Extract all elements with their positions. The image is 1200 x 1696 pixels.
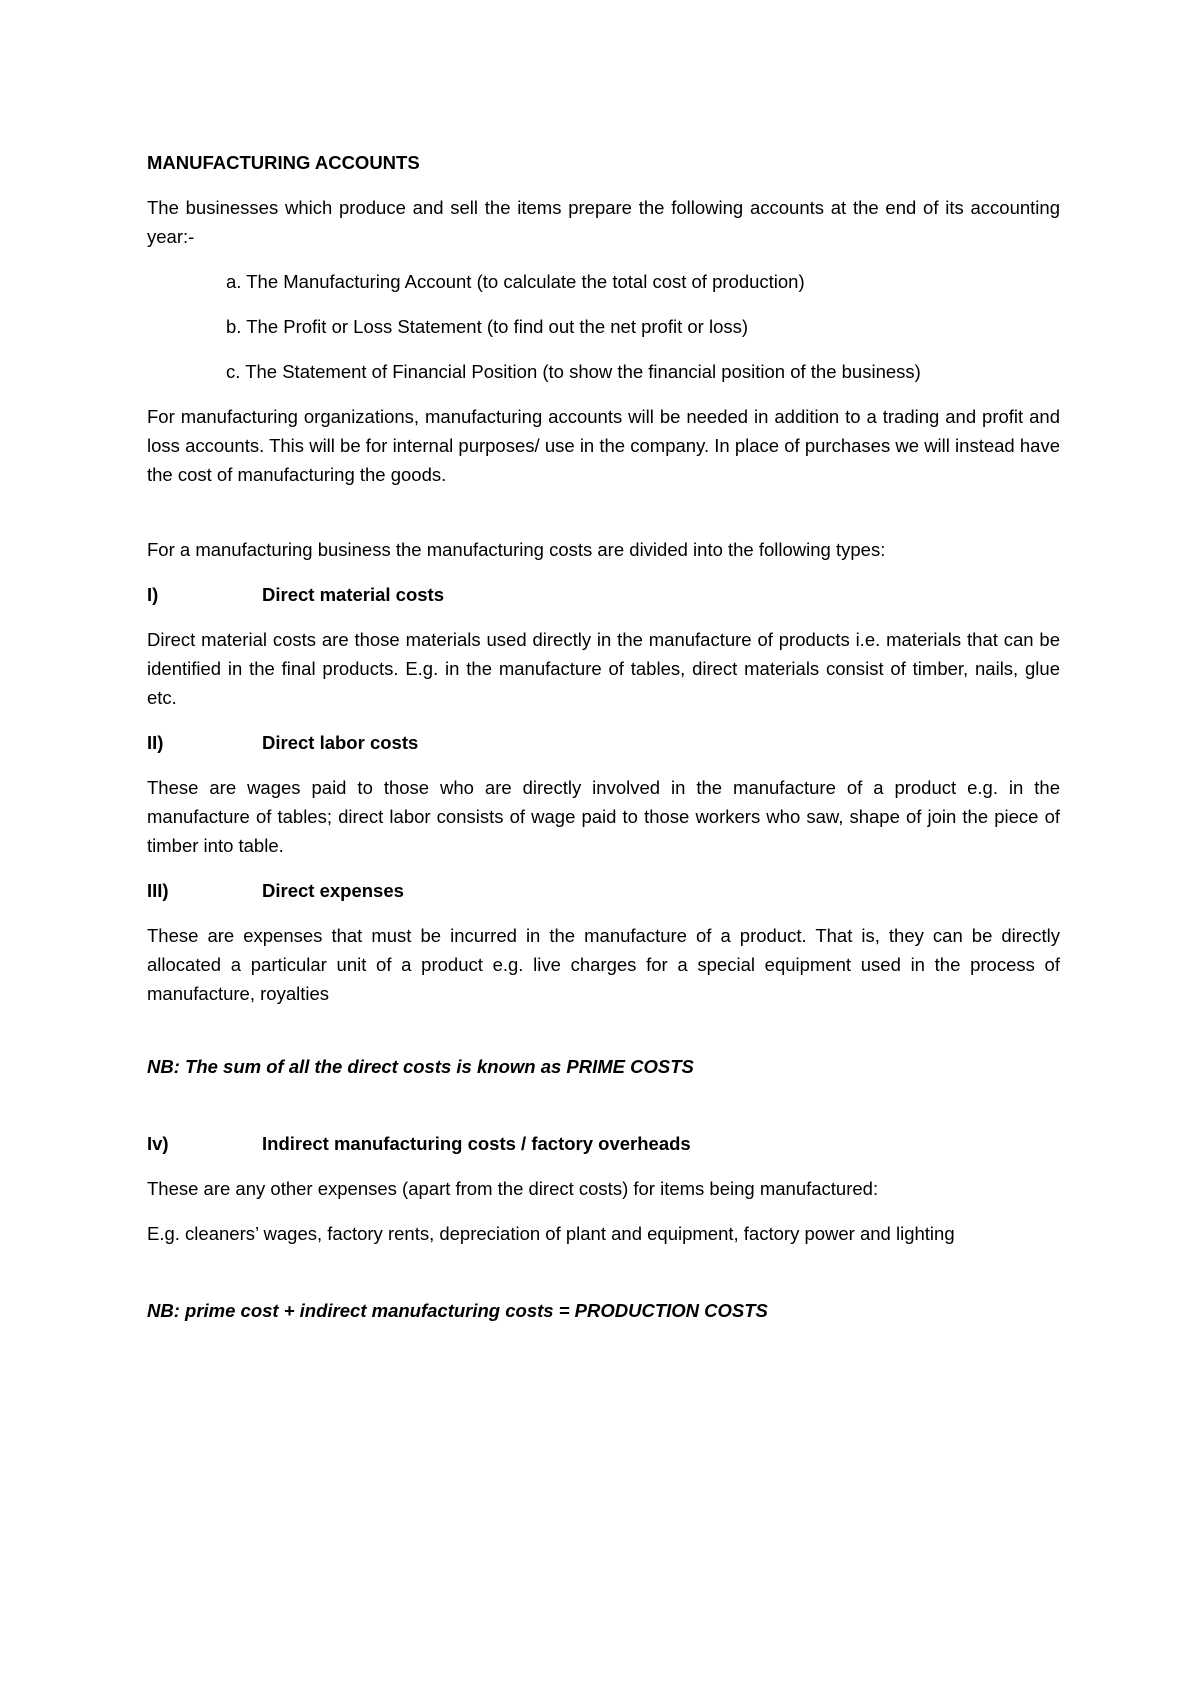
section-body-indirect-costs: These are any other expenses (apart from the direct costs) for items being manufactured: bbox=[147, 1178, 879, 1199]
types-intro-paragraph: For a manufacturing business the manufacturing costs are divided into the following types: bbox=[147, 539, 886, 560]
list-item-financial-position: c. The Statement of Financial Position (to show the financial position of the business) bbox=[226, 361, 921, 382]
spacer bbox=[147, 1081, 1060, 1129]
section-heading-direct-material bbox=[147, 580, 1060, 609]
section-number: I) bbox=[147, 584, 159, 605]
spacer bbox=[147, 489, 1060, 535]
spacer bbox=[147, 1248, 1060, 1296]
section-body-direct-labor: These are wages paid to those who are directly involved in the manufacture of a product e.g. in the manufacture of tables; direct labor consists of wage paid to those workers who saw, shape of join the piece of timber into table. bbox=[147, 777, 1060, 856]
section-heading-direct-labor bbox=[147, 728, 1060, 757]
list-item-profit-loss-statement: b. The Profit or Loss Statement (to find out the net profit or loss) bbox=[226, 316, 749, 337]
nb-production-costs: NB: prime cost + indirect manufacturing costs = PRODUCTION COSTS bbox=[147, 1300, 768, 1321]
section-number: II) bbox=[147, 732, 164, 753]
section-heading-text: Direct expenses bbox=[262, 880, 404, 901]
section-heading-direct-expenses bbox=[147, 876, 1060, 905]
section-number: Iv) bbox=[147, 1133, 169, 1154]
nb-prime-costs: NB: The sum of all the direct costs is known as PRIME COSTS bbox=[147, 1056, 694, 1077]
page-title: MANUFACTURING ACCOUNTS bbox=[147, 152, 420, 173]
section-heading-text: Direct labor costs bbox=[262, 732, 419, 753]
spacer bbox=[147, 1008, 1060, 1052]
section-heading-indirect-costs bbox=[147, 1129, 1060, 1158]
document-body bbox=[147, 148, 1060, 1325]
intro-paragraph: The businesses which produce and sell the items prepare the following accounts at the end of its accounting year:- bbox=[147, 197, 1060, 247]
section-body-direct-material: Direct material costs are those materials used directly in the manufacture of products i.e. materials that can be identified in the final products. E.g. in the manufacture of tables, direct materials consist of timber, nails, glue etc. bbox=[147, 629, 1060, 708]
section-heading-text: Indirect manufacturing costs / factory overheads bbox=[262, 1133, 691, 1154]
organizations-paragraph: For manufacturing organizations, manufacturing accounts will be needed in addition to a trading and profit and loss accounts. This will be for internal purposes/ use in the company. In place of purchases we will instead have the cost of manufacturing the goods. bbox=[147, 406, 1060, 485]
list-item-manufacturing-account: a. The Manufacturing Account (to calculate the total cost of production) bbox=[226, 271, 805, 292]
section-heading-text: Direct material costs bbox=[262, 584, 445, 605]
section-number: III) bbox=[147, 880, 169, 901]
indirect-costs-example: E.g. cleaners’ wages, factory rents, depreciation of plant and equipment, factory power and lighting bbox=[147, 1223, 955, 1244]
section-body-direct-expenses: These are expenses that must be incurred in the manufacture of a product. That is, they can be directly allocated a particular unit of a product e.g. live charges for a special equipment used in the process of manufacture, royalties bbox=[147, 925, 1060, 1004]
